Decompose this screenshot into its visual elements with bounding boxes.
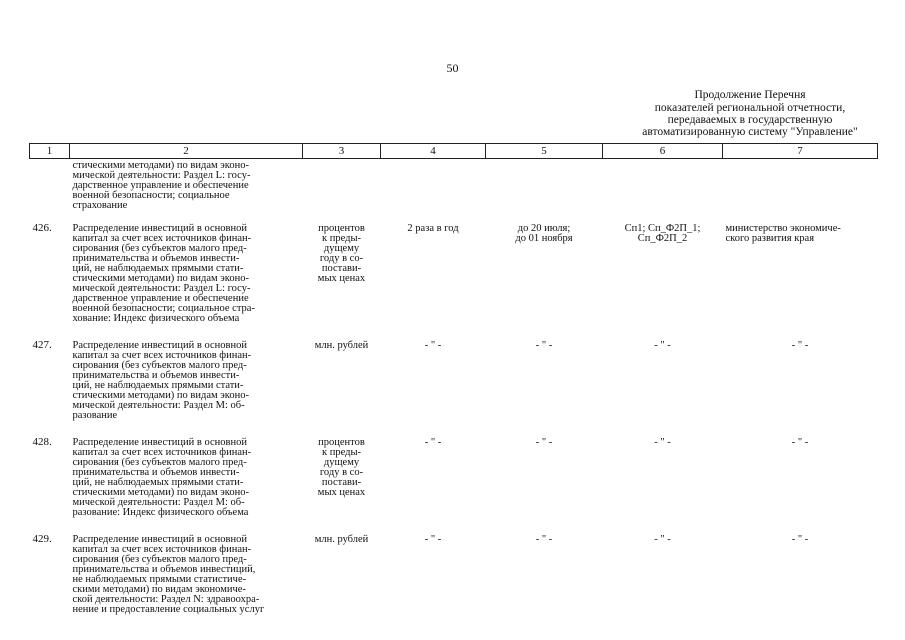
column-header: 2 xyxy=(70,144,303,159)
indicator-name: Распределение инвестиций в основной капитал за счет всех источников финан- сирования (без субъектов малого пред- принимательства и объемов инвести- ций, не наблюдаемых прямыми стати- стическими методами) по видам эконо- мической деятельности: Раздел M: об- разование: Индекс физического объема xyxy=(72,437,252,518)
row-number: 426. xyxy=(32,222,52,234)
column-header: 5 xyxy=(486,144,603,159)
deadline-cell: - " - xyxy=(535,340,553,351)
unit-cell: процентов к преды- дущему году в со- постави- мых ценах xyxy=(317,437,366,498)
period-cell: - " - xyxy=(424,340,442,351)
continuation-line: автоматизированную систему "Управление" xyxy=(642,126,858,138)
continued-text: стическими методами) по видам эконо- мической деятельности: Раздел L: госу- дарственное управление и обеспечение военной безопасности; социальное страхование xyxy=(72,160,251,211)
responsible-cell: - " - xyxy=(791,437,809,448)
form-cell: Сп1; Сп_Ф2П_1; Сп_Ф2П_2 xyxy=(624,223,701,244)
form-cell: - " - xyxy=(654,534,671,545)
period-cell: 2 раза в год xyxy=(407,223,459,234)
continuation-line: показателей региональной отчетности, xyxy=(654,102,846,114)
column-header: 3 xyxy=(303,144,381,159)
responsible-cell: министерство экономиче- ского развития края xyxy=(725,223,841,244)
continued-row xyxy=(30,159,878,218)
period-cell: - " - xyxy=(424,437,442,448)
indicator-name: Распределение инвестиций в основной капитал за счет всех источников финан- сирования (без субъектов малого пред- принимательства и объемов инвести- ций, не наблюдаемых прямыми стати- стическими методами) по видам эконо- мической деятельности: Раздел L: госу- дарственное управление и обеспечение военной безопасности; социальное стра- хование: Индекс физического объема xyxy=(72,223,255,324)
table-row xyxy=(30,528,878,625)
column-header: 1 xyxy=(30,144,70,159)
responsible-cell: - " - xyxy=(791,534,809,545)
form-cell: - " - xyxy=(654,437,671,448)
deadline-cell: - " - xyxy=(535,534,553,545)
indicator-name: Распределение инвестиций в основной капитал за счет всех источников финан- сирования (без субъектов малого пред- принимательства и объемов инвестиций, не наблюдаемых прямыми статистиче- скими методами) по видам экономиче- ской деятельности: Раздел N: здравоохра- нение и предоставление социальных услуг xyxy=(72,534,265,615)
column-header: 7 xyxy=(723,144,878,159)
unit-cell: млн. рублей xyxy=(314,340,369,351)
header-row xyxy=(30,144,878,159)
indicator-name: Распределение инвестиций в основной капитал за счет всех источников финан- сирования (без субъектов малого пред- принимательства и объемов инвести- ций, не наблюдаемых прямыми стати- стическими методами) по видам эконо- мической деятельности: Раздел M: об- разование xyxy=(72,340,252,421)
continuation-title: Продолжение Перечня xyxy=(694,89,806,101)
unit-cell: млн. рублей xyxy=(314,534,369,545)
table-row xyxy=(30,431,878,528)
form-cell: - " - xyxy=(654,340,671,351)
column-header: 4 xyxy=(381,144,486,159)
unit-cell: процентов к преды- дущему году в со- постави- мых ценах xyxy=(317,223,366,284)
row-number: 428. xyxy=(32,436,52,448)
period-cell: - " - xyxy=(424,534,442,545)
page-number: 50 xyxy=(446,61,459,75)
row-number: 429. xyxy=(32,533,52,545)
deadline-cell: до 20 июля; до 01 ноября xyxy=(515,223,573,244)
deadline-cell: - " - xyxy=(535,437,553,448)
continuation-heading xyxy=(600,89,900,138)
responsible-cell: - " - xyxy=(791,340,809,351)
column-header: 6 xyxy=(603,144,723,159)
table-row xyxy=(30,334,878,431)
indicators-table xyxy=(29,143,878,625)
table-row xyxy=(30,217,878,334)
continuation-line: передаваемых в государственную xyxy=(667,114,833,126)
row-number: 427. xyxy=(32,339,52,351)
